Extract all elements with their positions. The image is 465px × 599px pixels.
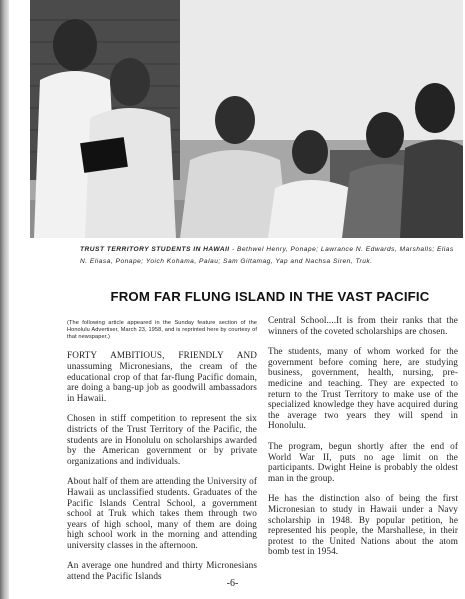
article-paragraph: He has the distinction also of being the first Micronesian to study in Hawaii under a Navy scholarship in 1948. By popular petition, he represented his people, the Marshallese, in their protest to the United Nations about the atom bomb test in 1954.: [268, 493, 458, 557]
caption-names: - Bethwel Henry, Ponape; Lawrance N. Edwards, Marshalls; Elias N. Eliasa, Ponape; Yoich Kohama, Palau; Sam Giltamag, Yap and Nachsa Siren, Truk.: [80, 246, 454, 265]
page-number: -6-: [226, 578, 239, 589]
article-column-right: [268, 315, 458, 567]
article-paragraph: Central School....It is from their ranks that the winners of the coveted scholarships are chosen.: [268, 315, 458, 336]
group-photo: [30, 0, 463, 238]
article-paragraph: Chosen in stiff competition to represent the six districts of the Trust Territory of the Pacific, the students are in Honolulu on scholarships awarded by the American government or by private organizations and individuals.: [67, 413, 257, 466]
article-paragraph: An average one hundred and thirty Micronesians attend the Pacific Islands: [67, 560, 257, 582]
article-paragraph: FORTY AMBITIOUS, FRIENDLY AND unassuming Micronesians, the cream of the educational crop of that far-flung Pacific domain, are doing a bang-up job as goodwill ambassadors in Hawaii.: [67, 350, 257, 403]
page-binding-edge: [0, 0, 9, 599]
reprint-note: (The following article appeared in the Sunday feature section of the Honolulu Advertiser, March 23, 1958, and is reprinted here by courtesy of that newspaper.): [67, 320, 257, 340]
caption-lead: TRUST TERRITORY STUDENTS IN HAWAII: [80, 246, 230, 253]
photo-caption: [80, 244, 460, 268]
article-headline: FROM FAR FLUNG ISLAND IN THE VAST PACIFIC: [110, 289, 430, 304]
article-column-left: [67, 320, 257, 592]
article-paragraph: The students, many of whom worked for the government before coming here, are studying business, government, health, nursing, pre-medicine and teaching. They are expected to return to the Trust Territory to make use of the specialized knowledge they have acquired during the average two years they will spend in Honolulu.: [268, 346, 458, 431]
article-paragraph: The program, begun shortly after the end of World War II, puts no age limit on the participants. Dwight Heine is probably the oldest man in the group.: [268, 440, 458, 483]
article-paragraph: About half of them are attending the University of Hawaii as unclassified students. Graduates of the Pacific Islands Central School, a government school at Truk which takes them through two years of high school, many of them are doing high school work in the morning and attending university classes in the afternoon.: [67, 476, 257, 550]
